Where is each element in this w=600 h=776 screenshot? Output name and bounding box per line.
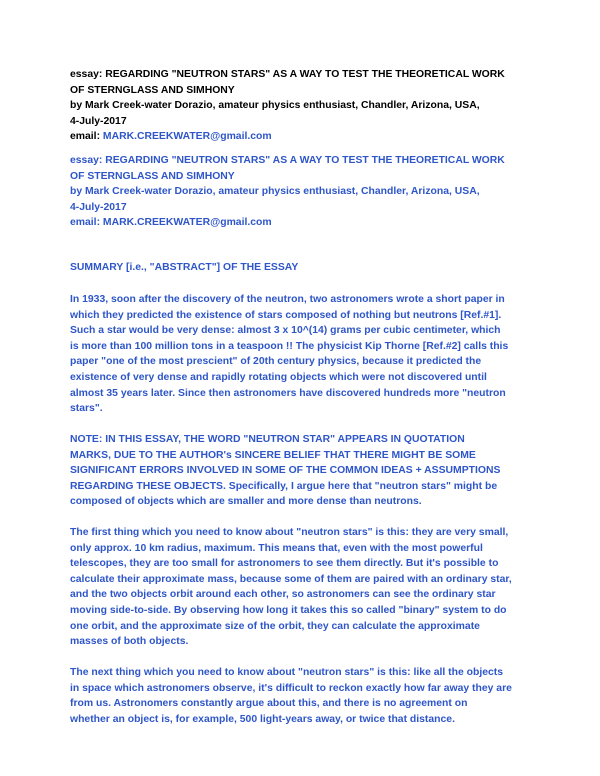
paragraph-line: The first thing which you need to know about "neutron stars" is this: they are very small, xyxy=(70,527,509,538)
email-label: email: xyxy=(70,131,103,143)
summary-heading xyxy=(70,260,540,276)
paragraph-line: REGARDING THESE OBJECTS. Specifically, I argue here that "neutron stars" might be xyxy=(70,480,498,492)
paragraph-line: calculate their approximate mass, because some of them are paired with an ordinary star, xyxy=(70,573,512,585)
paragraph-line: NOTE: IN THIS ESSAY, THE WORD "NEUTRON STAR" APPEARS IN QUOTATION xyxy=(70,434,465,445)
paragraph-line: stars". xyxy=(70,403,103,415)
paragraph-line: composed of objects which are smaller and more dense than neutrons. xyxy=(70,496,422,508)
paragraph-line: almost 35 years later. Since then astronomers have discovered hundreds more "neutron xyxy=(70,387,506,399)
essay-title-line-1: essay: REGARDING "NEUTRON STARS" AS A WAY TO TEST THE THEORETICAL WORK xyxy=(70,155,505,166)
paragraph-4 xyxy=(70,665,540,727)
essay-title-line-2: OF STERNGLASS AND SIMHONY xyxy=(70,170,235,182)
essay-title-line-2: OF STERNGLASS AND SIMHONY xyxy=(70,84,235,96)
paragraph-line: In 1933, soon after the discovery of the neutron, two astronomers wrote a short paper in xyxy=(70,294,505,305)
paragraph-line: in space which astronomers observe, it's difficult to reckon exactly how far away they are xyxy=(70,682,512,694)
byline-line-2: 4-July-2017 xyxy=(70,115,127,127)
byline-line-2: 4-July-2017 xyxy=(70,201,127,213)
byline-line-1: by Mark Creek-water Dorazio, amateur physics enthusiast, Chandler, Arizona, USA, xyxy=(70,100,480,112)
email-line: email: MARK.CREEKWATER@gmail.com xyxy=(70,217,272,229)
paragraph-line: whether an object is, for example, 500 light-years away, or twice that distance. xyxy=(70,713,455,725)
paragraph-line: SIGNIFICANT ERRORS INVOLVED IN SOME OF THE COMMON IDEAS + ASSUMPTIONS xyxy=(70,465,501,477)
paragraph-line: The next thing which you need to know about "neutron stars" is this: like all the objects xyxy=(70,667,504,678)
paragraph-line: existence of very dense and rapidly rotating objects which were not discovered until xyxy=(70,371,487,383)
paragraph-line: Such a star would be very dense: almost 3 x 10^(14) grams per cubic centimeter, which xyxy=(70,325,501,337)
paragraph-2-note xyxy=(70,432,540,510)
paragraph-line: which they predicted the existence of stars composed of nothing but neutrons [Ref.#1]. xyxy=(70,309,502,321)
paragraph-line: one orbit, and the approximate size of the orbit, they can calculate the approximate xyxy=(70,620,480,632)
essay-header-blue xyxy=(70,153,540,231)
email-line xyxy=(70,129,540,145)
paragraph-line: from us. Astronomers constantly argue about this, and there is no agreement on xyxy=(70,698,468,710)
paragraph-line: telescopes, they are too small for astronomers to see them directly. But it's possible to xyxy=(70,558,499,570)
paragraph-line: and the two objects orbit around each other, so astronomers can see the ordinary star xyxy=(70,589,496,601)
paragraph-line: is more than 100 million tons in a teaspoon !! The physicist Kip Thorne [Ref.#2] calls this xyxy=(70,340,509,352)
paragraph-line: only approx. 10 km radius, maximum. This means that, even with the most powerful xyxy=(70,542,483,554)
byline-line-1: by Mark Creek-water Dorazio, amateur physics enthusiast, Chandler, Arizona, USA, xyxy=(70,186,480,198)
summary-heading-text: SUMMARY [i.e., "ABSTRACT"] OF THE ESSAY xyxy=(70,262,299,273)
paragraph-line: moving side-to-side. By observing how long it takes this so called "binary" system to do xyxy=(70,604,507,616)
paragraph-line: paper "one of the most prescient" of 20th century physics, because it predicted the xyxy=(70,356,482,368)
paragraph-3 xyxy=(70,525,540,650)
paragraph-1 xyxy=(70,292,540,417)
paragraph-line: MARKS, DUE TO THE AUTHOR's SINCERE BELIEF THAT THERE MIGHT BE SOME xyxy=(70,449,476,461)
essay-title-line-1: essay: REGARDING "NEUTRON STARS" AS A WAY TO TEST THE THEORETICAL WORK xyxy=(70,69,505,80)
email-link[interactable]: MARK.CREEKWATER@gmail.com xyxy=(102,131,272,143)
essay-header xyxy=(70,67,540,145)
paragraph-line: masses of both objects. xyxy=(70,636,189,648)
